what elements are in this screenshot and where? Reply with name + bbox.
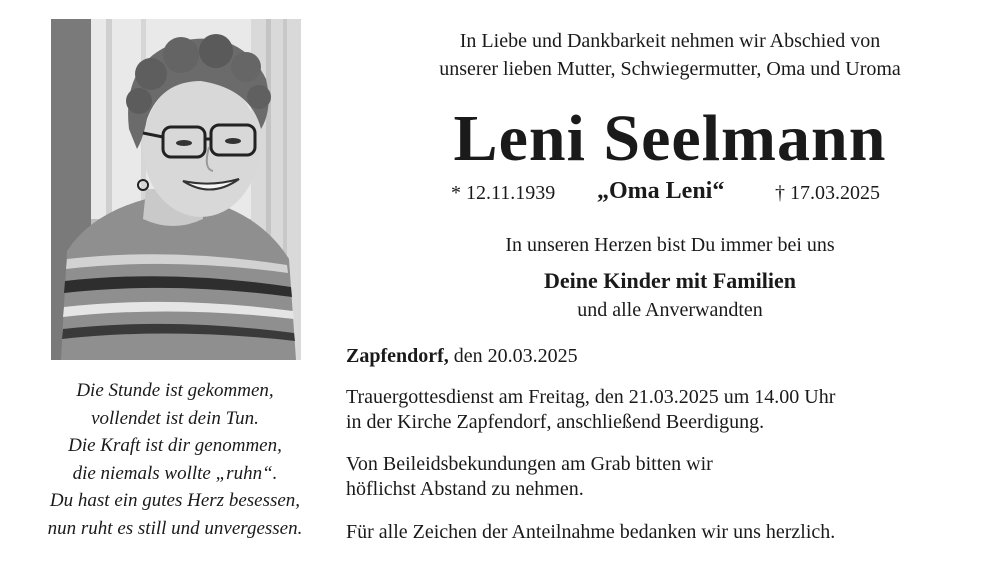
poem-line: nun ruht es still und unvergessen. [47, 517, 303, 539]
birth-date: * 12.11.1939 [451, 182, 556, 204]
place-date [346, 344, 996, 369]
place-date-value: den 20.03.2025 [453, 345, 578, 367]
place-town: Zapfendorf, [346, 345, 449, 367]
service-line: in der Kirche Zapfendorf, anschließend Beerdigung. [346, 411, 765, 433]
thanks-text: Für alle Zeichen der Anteilnahme bedanken wir uns herzlich. [346, 521, 836, 543]
condolence-line: Von Beileidsbekundungen am Grab bitten wir [346, 453, 713, 475]
intro-text [345, 27, 995, 83]
poem-line: Die Stunde ist gekommen, [76, 380, 274, 401]
poem-line: Du hast ein gutes Herz besessen, [49, 490, 301, 511]
service-line: Trauergottesdienst am Freitag, den 21.03.2025 um 14.00 Uhr [346, 386, 836, 408]
intro-line: unserer lieben Mutter, Schwiegermutter, Oma und Uroma [439, 58, 901, 80]
relatives-line: und alle Anverwandten [577, 299, 763, 321]
condolence-note [346, 452, 996, 502]
nickname: „Oma Leni“ [597, 178, 725, 204]
poem-line: die niemals wollte „ruhn“. [72, 462, 278, 484]
poem-line: Die Kraft ist dir genommen, [68, 435, 282, 456]
service-info [346, 385, 996, 435]
poem-line: vollendet ist dein Tun. [91, 407, 259, 429]
portrait-image [51, 19, 301, 360]
hearts-line: In unseren Herzen bist Du immer bei uns [505, 234, 835, 256]
life-dates [345, 178, 995, 208]
thanks-line [346, 520, 996, 545]
condolence-line: höflichst Abstand zu nehmen. [346, 478, 584, 500]
intro-line: In Liebe und Dankbarkeit nehmen wir Abschied von [459, 30, 881, 52]
portrait-photo [51, 19, 301, 360]
deceased-name: Leni Seelmann [453, 102, 887, 175]
poem [14, 377, 336, 542]
family-line: Deine Kinder mit Familien [544, 268, 796, 293]
death-date: † 17.03.2025 [775, 182, 880, 204]
